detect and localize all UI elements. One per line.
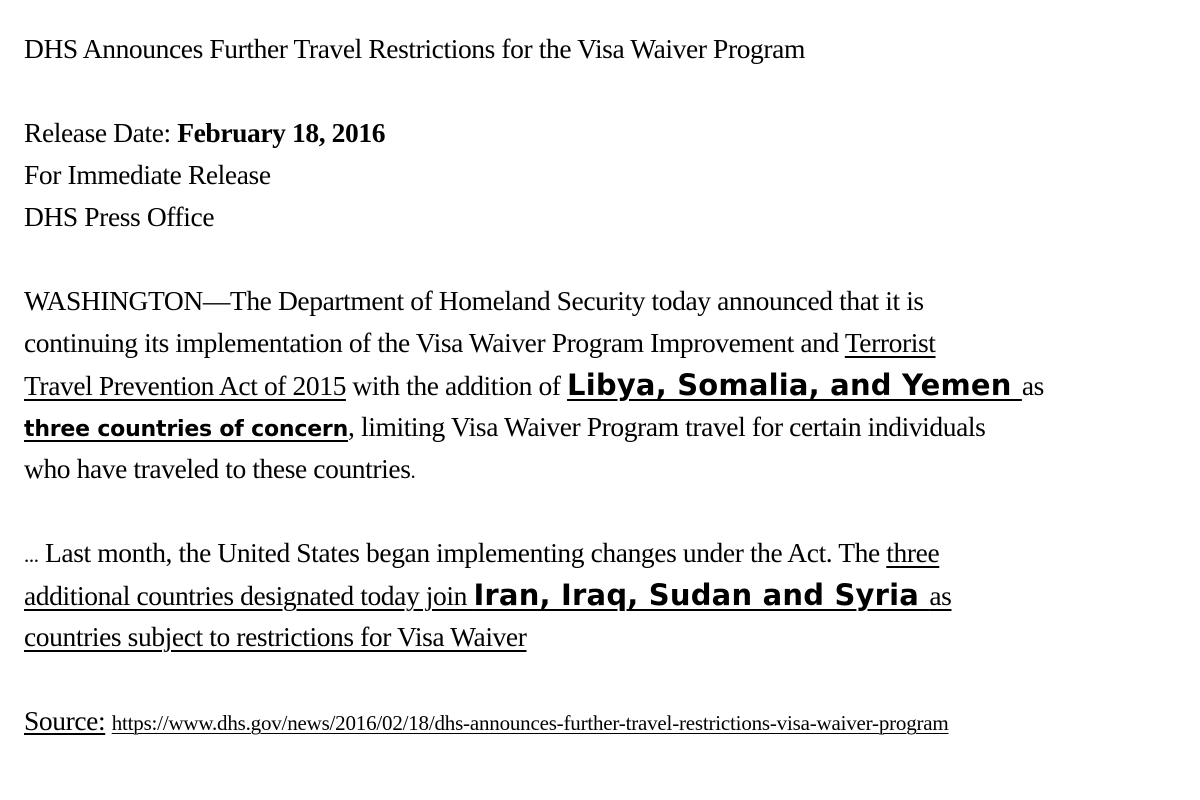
underlined-text: as: [929, 580, 952, 611]
underlined-text: countries subject to restrictions for Visa Waiver: [24, 621, 527, 652]
press-office-line: DHS Press Office: [24, 201, 215, 232]
text-span: who have traveled to these countries: [24, 453, 411, 484]
press-release-document: [24, 28, 1184, 742]
paragraph-2-line-1: [24, 532, 1184, 574]
paragraph-1-line-2: [24, 322, 1184, 364]
paragraph-1-line-4: [24, 406, 1184, 448]
paragraph-2-line-3: [24, 616, 1184, 658]
source-label: Source:: [24, 705, 106, 736]
paragraph-2-line-2: [24, 574, 1184, 616]
source-line: [24, 700, 1184, 742]
source-link[interactable]: https://www.dhs.gov/news/2016/02/18/dhs-announces-further-travel-restrictions-visa-waiver-program: [111, 711, 949, 735]
underlined-text: additional countries designated today join: [24, 580, 474, 611]
ellipsis: ...: [24, 543, 39, 567]
paragraph-1-line-3: [24, 364, 1184, 406]
text-span: as: [1021, 370, 1044, 401]
countries-highlight: Iran, Iraq, Sudan and Syria: [473, 578, 930, 612]
act-name-underlined: Terrorist: [844, 327, 936, 358]
document-title: DHS Announces Further Travel Restrictions for the Visa Waiver Program: [24, 33, 805, 64]
paragraph-2: [24, 532, 1184, 658]
countries-of-concern-highlight: three countries of concern: [24, 417, 349, 442]
paragraph-1: [24, 280, 1184, 490]
immediate-release-line: For Immediate Release: [24, 159, 271, 190]
spacer: [24, 70, 1184, 112]
release-date-value: February 18, 2016: [177, 117, 386, 148]
release-date-line: [24, 112, 1184, 154]
spacer: [24, 238, 1184, 280]
period: .: [410, 459, 416, 483]
text-span: continuing its implementation of the Visa Waiver Program Improvement and: [24, 327, 845, 358]
underlined-text: three: [886, 537, 940, 568]
text-span: with the addition of: [345, 370, 568, 401]
paragraph-1-line-1: WASHINGTON—The Department of Homeland Security today announced that it is: [24, 285, 924, 316]
countries-highlight: Libya, Somalia, and Yemen: [567, 368, 1022, 402]
paragraph-1-line-5: [24, 448, 1184, 490]
text-span: Last month, the United States began implementing changes under the Act. The: [38, 537, 887, 568]
spacer: [24, 658, 1184, 700]
act-name-underlined-cont: Travel Prevention Act of 2015: [24, 370, 346, 401]
text-span: , limiting Visa Waiver Program travel for certain individuals: [348, 411, 986, 442]
release-date-label: Release Date:: [24, 117, 178, 148]
spacer: [24, 490, 1184, 532]
